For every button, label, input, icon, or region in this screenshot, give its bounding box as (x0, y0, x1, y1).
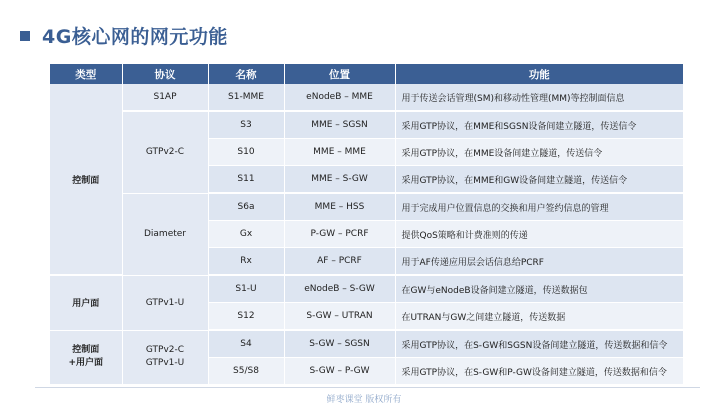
position-cell: MME – SGSN (284, 111, 395, 139)
name-cell: S1-U (208, 275, 284, 303)
header-protocol: 协议 (122, 64, 208, 84)
position-cell: AF – PCRF (284, 248, 395, 276)
function-cell: 采用GTP协议，在S-GW和P-GW设备间建立隧道，传送数据和信令 (395, 358, 683, 385)
header-position: 位置 (284, 64, 395, 84)
network-element-table (50, 64, 683, 385)
page-title: 4G核心网的网元功能 (42, 26, 228, 48)
header-type: 类型 (50, 64, 122, 84)
type-cell: 控制面 +用户面 (50, 330, 122, 385)
function-cell: 用于完成用户位置信息的交换和用户签约信息的管理 (395, 193, 683, 221)
function-cell: 采用GTP协议，在MME设备间建立隧道，传送信令 (395, 139, 683, 166)
protocol-cell: GTPv1-U (122, 275, 208, 330)
position-cell: MME – HSS (284, 193, 395, 221)
footer-copyright: 鲜枣课堂 版权所有 (326, 395, 402, 405)
function-cell: 在GW与eNodeB设备间建立隧道，传送数据包 (395, 275, 683, 303)
name-cell: S11 (208, 166, 284, 194)
position-cell: S-GW – P-GW (284, 358, 395, 385)
protocol-cell: S1AP (122, 84, 208, 111)
name-cell: S10 (208, 139, 284, 166)
name-cell: Gx (208, 221, 284, 248)
function-cell: 在UTRAN与GW之间建立隧道，传送数据 (395, 303, 683, 331)
name-cell: S6a (208, 193, 284, 221)
protocol-cell: Diameter (122, 193, 208, 275)
footer-divider (35, 387, 700, 388)
position-cell: S-GW – SGSN (284, 330, 395, 358)
name-cell: S12 (208, 303, 284, 331)
table-row (50, 193, 683, 221)
function-cell: 用于传送会话管理(SM)和移动性管理(MM)等控制面信息 (395, 84, 683, 111)
table-row (50, 275, 683, 303)
function-cell: 用于AF传递应用层会话信息给PCRF (395, 248, 683, 276)
table-header-row (50, 64, 683, 84)
position-cell: P-GW – PCRF (284, 221, 395, 248)
position-cell: MME – S-GW (284, 166, 395, 194)
title-square-icon (20, 31, 30, 41)
header-name: 名称 (208, 64, 284, 84)
name-cell: S4 (208, 330, 284, 358)
name-cell: Rx (208, 248, 284, 276)
position-cell: MME – MME (284, 139, 395, 166)
name-cell: S1-MME (208, 84, 284, 111)
header-function: 功能 (395, 64, 683, 84)
name-cell: S3 (208, 111, 284, 139)
protocol-cell: GTPv2-C (122, 111, 208, 193)
type-cell: 用户面 (50, 275, 122, 330)
table-row (50, 84, 683, 111)
table-row (50, 111, 683, 139)
function-cell: 提供QoS策略和计费准则的传递 (395, 221, 683, 248)
function-cell: 采用GTP协议，在MME和SGSN设备间建立隧道，传送信令 (395, 111, 683, 139)
title-bar (20, 22, 228, 49)
protocol-cell: GTPv2-C GTPv1-U (122, 330, 208, 385)
name-cell: S5/S8 (208, 358, 284, 385)
function-cell: 采用GTP协议，在S-GW和SGSN设备间建立隧道，传送数据和信令 (395, 330, 683, 358)
type-cell: 控制面 (50, 84, 122, 275)
position-cell: eNodeB – MME (284, 84, 395, 111)
position-cell: eNodeB – S-GW (284, 275, 395, 303)
position-cell: S-GW – UTRAN (284, 303, 395, 331)
function-cell: 采用GTP协议，在MME和GW设备间建立隧道，传送信令 (395, 166, 683, 194)
table-row (50, 330, 683, 358)
